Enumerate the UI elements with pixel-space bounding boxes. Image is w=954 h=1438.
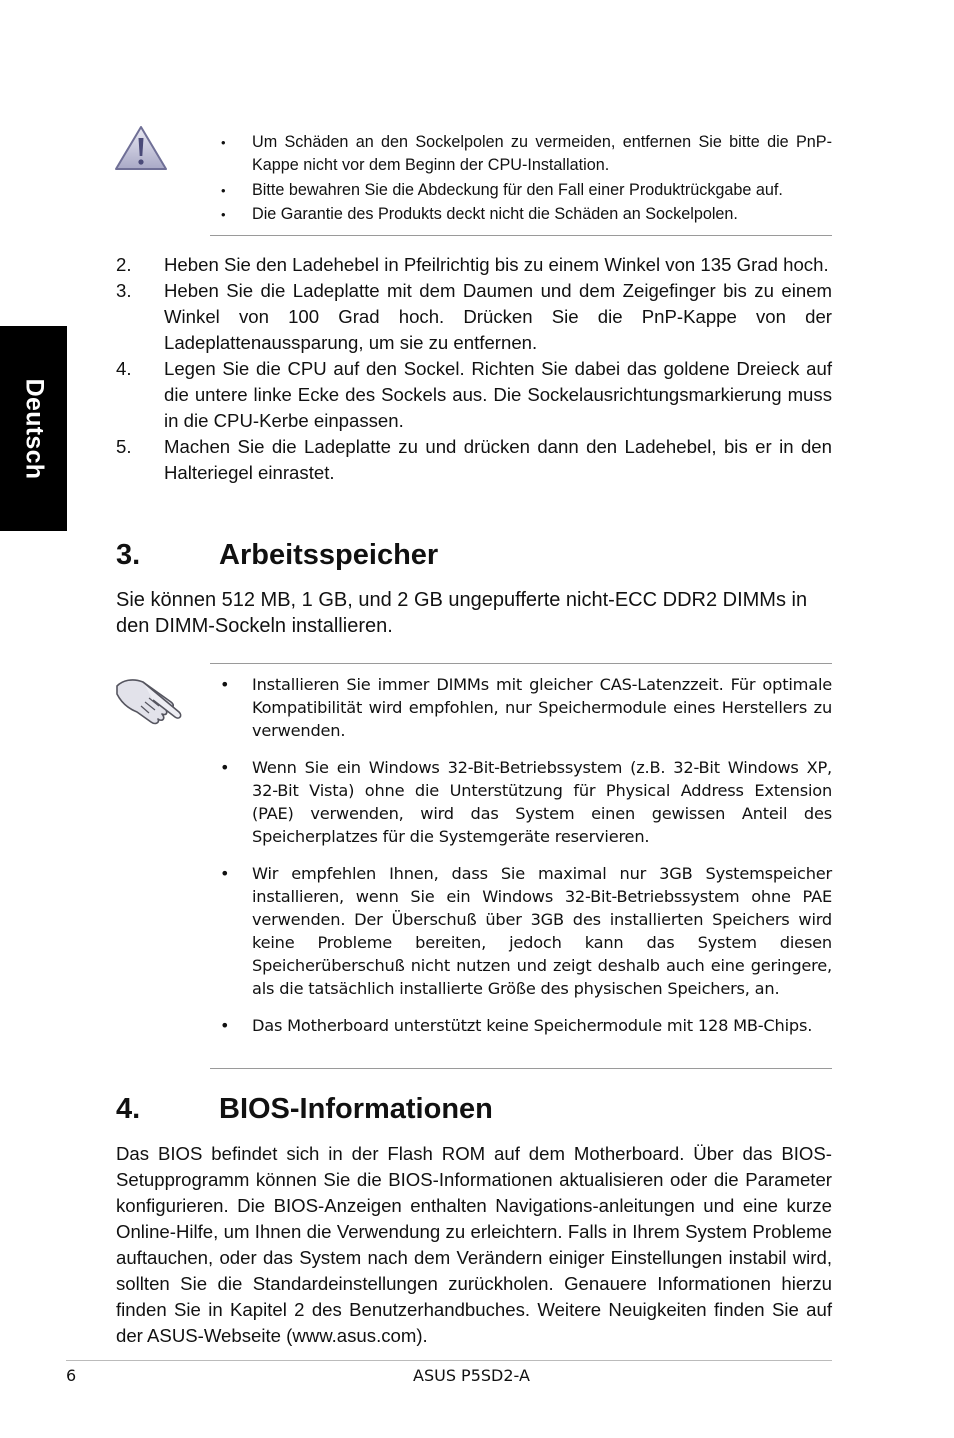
dimm-note-list bbox=[220, 673, 832, 1051]
warning-note-divider bbox=[210, 235, 832, 236]
warning-note-list bbox=[220, 131, 832, 228]
list-item: 4. Legen Sie die CPU auf den Sockel. Richten Sie dabei das goldene Dreieck auf die untere linke Ecke des Sockels aus. Die Sockelausrichtungsmarkierung muss in die CPU-Kerbe einpassen. bbox=[116, 358, 832, 431]
list-item: • Das Motherboard unterstützt keine Speichermodule mit 128 MB-Chips. bbox=[220, 1016, 813, 1035]
warning-triangle-icon bbox=[113, 124, 169, 172]
dimm-note-top-divider bbox=[210, 663, 832, 664]
installation-steps bbox=[116, 252, 832, 486]
page-number: 6 bbox=[66, 1366, 77, 1385]
pointing-hand-icon bbox=[113, 672, 187, 726]
list-item: • Bitte bewahren Sie die Abdeckung für den Fall einer Produktrückgabe auf. bbox=[221, 180, 783, 199]
list-item: • Die Garantie des Produkts deckt nicht die Schäden an Sockelpolen. bbox=[221, 205, 738, 223]
list-item: • Wir empfehlen Ihnen, dass Sie maximal nur 3GB Systemspeicher installieren, wenn Sie ein Windows 32-Bit-Betriebssystem ohne PAE verwenden. Der Überschuß über 3GB des installierten Speichers wird keine Probleme bereiten, jedoch kann das System diesen Speicherüberschuß nicht nutzen und zeigt deshalb auch eine geringere, als die tatsächlich installierte Größe des physischen Speichers, an. bbox=[220, 864, 832, 998]
list-item: 3. Heben Sie die Ladeplatte mit dem Daumen und dem Zeigefinger bis zu einem Winkel von 100 Grad hoch. Drücken Sie die PnP-Kappe von der Ladeplattenaussparung, um sie zu entfernen. bbox=[116, 280, 832, 353]
list-item: • Um Schäden an den Sockelpolen zu vermeiden, entfernen Sie bitte die PnP-Kappe nicht vor dem Beginn der CPU-Installation. bbox=[221, 133, 832, 174]
footer-model-name: ASUS P5SD2-A bbox=[413, 1366, 530, 1385]
language-side-tab bbox=[0, 326, 67, 531]
side-tab-label: Deutsch bbox=[20, 378, 48, 479]
list-item: • Wenn Sie ein Windows 32-Bit-Betriebssystem (z.B. 32-Bit Windows XP, 32-Bit Vista) ohne die Unterstützung für Physical Address Extension (PAE) verwenden, wird das System einen gewissen Anteil des Speicherplatzes für die Systemgeräte reservieren. bbox=[220, 758, 832, 846]
section-4-body: Das BIOS befindet sich in der Flash ROM auf dem Motherboard. Über das BIOS-Setupprogramm können Sie die BIOS-Informationen aktualisieren oder die Parameter konfigurieren. Die BIOS-Anzeigen enthalten Navigations-anleitungen und eine kurze Online-Hilfe, um Ihnen die Verwendung zu erleichtern. Falls in Ihrem System Probleme auftauchen, oder das System nach dem Verändern einiger Einstellungen instabil wird, sollten Sie die Standardeinstellungen zurückholen. Genauere Informationen hierzu finden Sie in Kapitel 2 des Benutzerhandbuches. Weitere Neuigkeiten finden Sie auf der ASUS-Webseite (www.asus.com). bbox=[116, 1143, 832, 1346]
list-item: 5. Machen Sie die Ladeplatte zu und drücken dann den Ladehebel, bis er in den Halteriegel einrastet. bbox=[116, 436, 832, 483]
footer-divider bbox=[66, 1360, 832, 1361]
section-3-intro: Sie können 512 MB, 1 GB, und 2 GB ungepufferte nicht-ECC DDR2 DIMMs in den DIMM-Sockeln installieren. bbox=[116, 589, 808, 637]
list-item: • Installieren Sie immer DIMMs mit gleicher CAS-Latenzzeit. Für optimale Kompatibilität wird empfohlen, nur Speichermodule eines Herstellers zu verwenden. bbox=[220, 675, 832, 740]
list-item: 2. Heben Sie den Ladehebel in Pfeilrichtig bis zu einem Winkel von 135 Grad hoch. bbox=[116, 254, 829, 275]
dimm-note-bottom-divider bbox=[210, 1068, 832, 1069]
